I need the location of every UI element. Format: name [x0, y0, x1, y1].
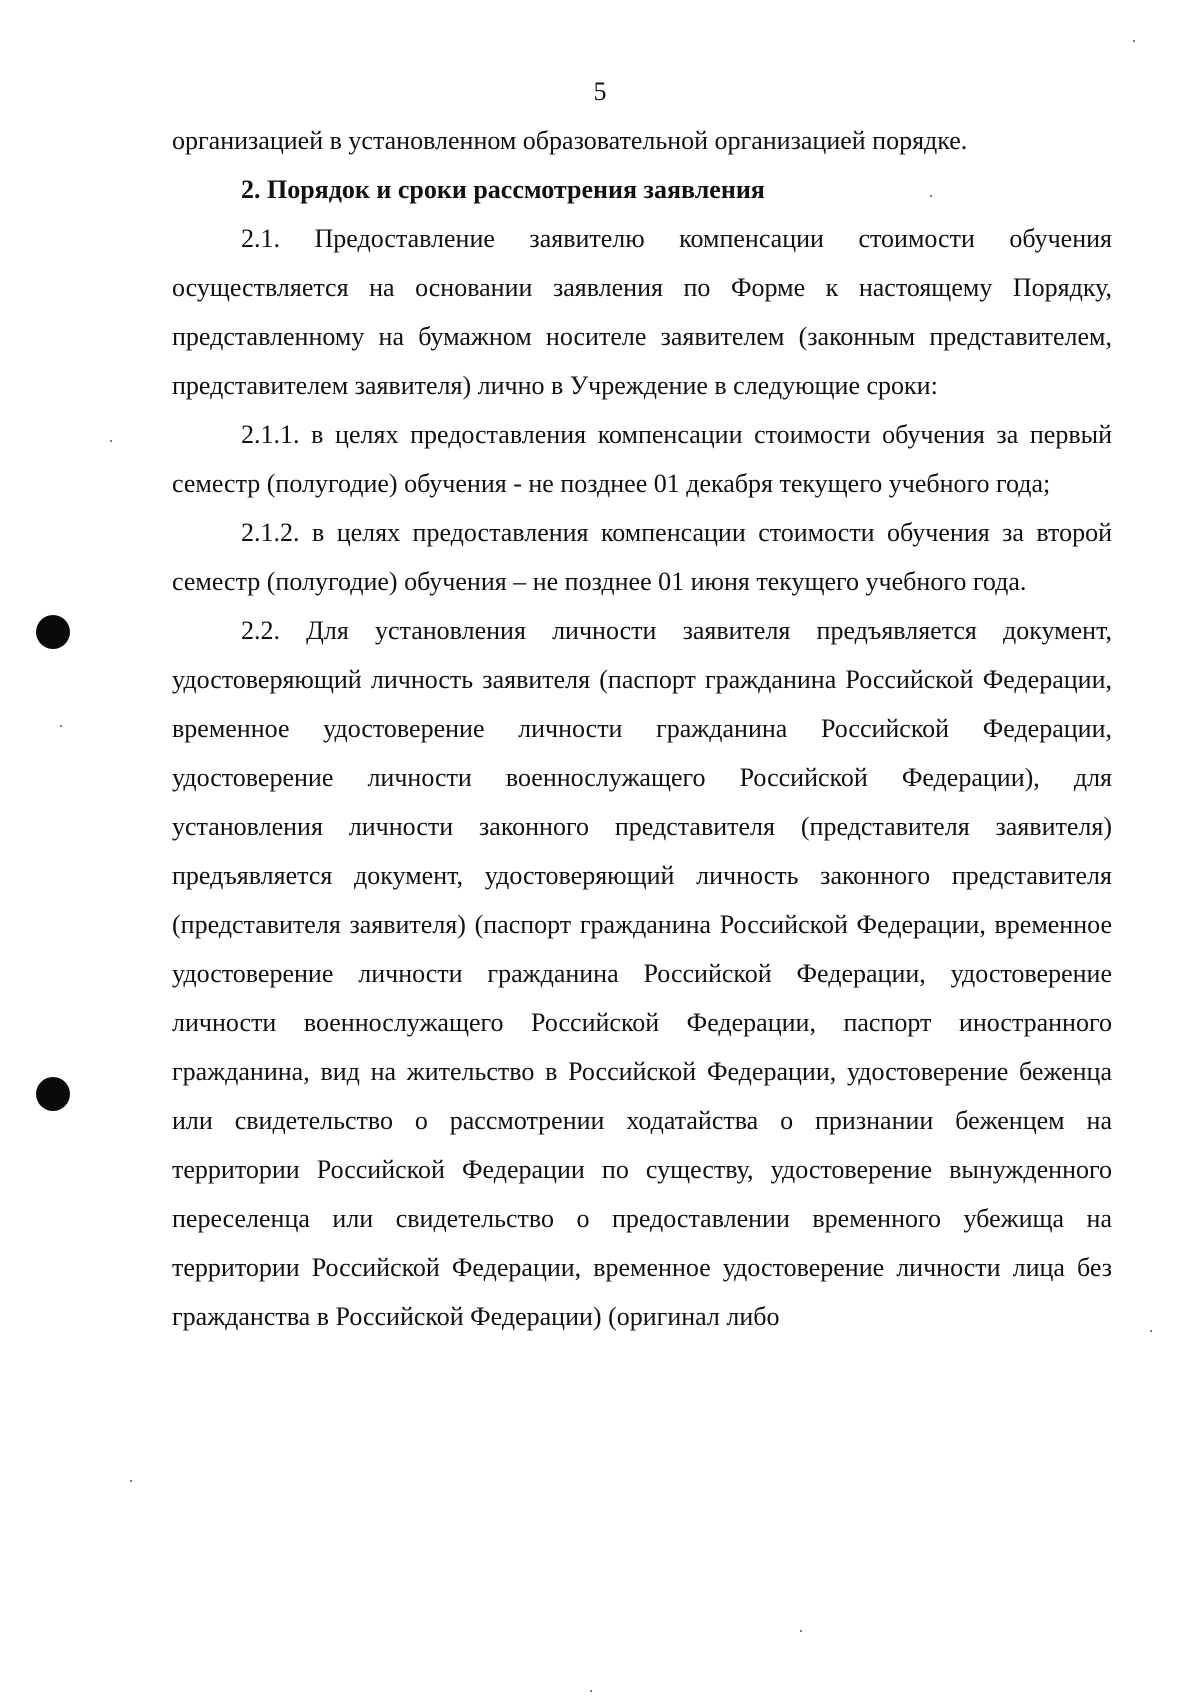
scan-speck [930, 195, 932, 197]
scan-speck [130, 1480, 132, 1482]
page-number: 5 [593, 77, 607, 106]
scan-speck [1150, 1330, 1152, 1332]
scan-speck [590, 1690, 592, 1692]
document-body [172, 116, 1112, 1341]
paragraph-2-1-1: 2.1.1. в целях предоставления компенсации стоимости обучения за первый семестр (полугодие) обучения - не позднее 01 декабря текущего учебного года; [172, 420, 1112, 498]
punch-hole [36, 1077, 70, 1111]
scan-speck [800, 1630, 802, 1632]
paragraph-2-2: 2.2. Для установления личности заявителя предъявляется документ, удостоверяющий личность заявителя (паспорт гражданина Российской Федерации, временное удостоверение личности гражданина Российской Федерации, удостоверение личности военнослужащего Российской Федерации), для установления личности законного представителя (представителя заявителя) предъявляется документ, удостоверяющий личность законного представителя (представителя заявителя) (паспорт гражданина Российской Федерации, временное удостоверение личности гражданина Российской Федерации, удостоверение личности военнослужащего Российской Федерации, паспорт иностранного гражданина, вид на жительство в Российской Федерации, удостоверение беженца или свидетельство о рассмотрении ходатайства о признании беженцем на территории Российской Федерации по существу, удостоверение вынужденного переселенца или свидетельство о предоставлении временного убежища на территории Российской Федерации, временное удостоверение личности лица без гражданства в Российской Федерации) (оригинал либо [172, 616, 1112, 1331]
continuation-text: организацией в установленном образовательной организацией порядке. [172, 126, 968, 155]
scan-speck [60, 725, 62, 727]
punch-hole [36, 615, 70, 649]
section-heading: 2. Порядок и сроки рассмотрения заявления [241, 175, 765, 204]
paragraph-2-1: 2.1. Предоставление заявителю компенсации стоимости обучения осуществляется на основании заявления по Форме к настоящему Порядку, представленному на бумажном носителе заявителем (законным представителем, представителем заявителя) лично в Учреждение в следующие сроки: [172, 224, 1112, 400]
paragraph-2-1-2: 2.1.2. в целях предоставления компенсации стоимости обучения за второй семестр (полугодие) обучения – не позднее 01 июня текущего учебного года. [172, 518, 1112, 596]
scan-speck [110, 440, 112, 442]
scan-speck [1133, 40, 1135, 42]
